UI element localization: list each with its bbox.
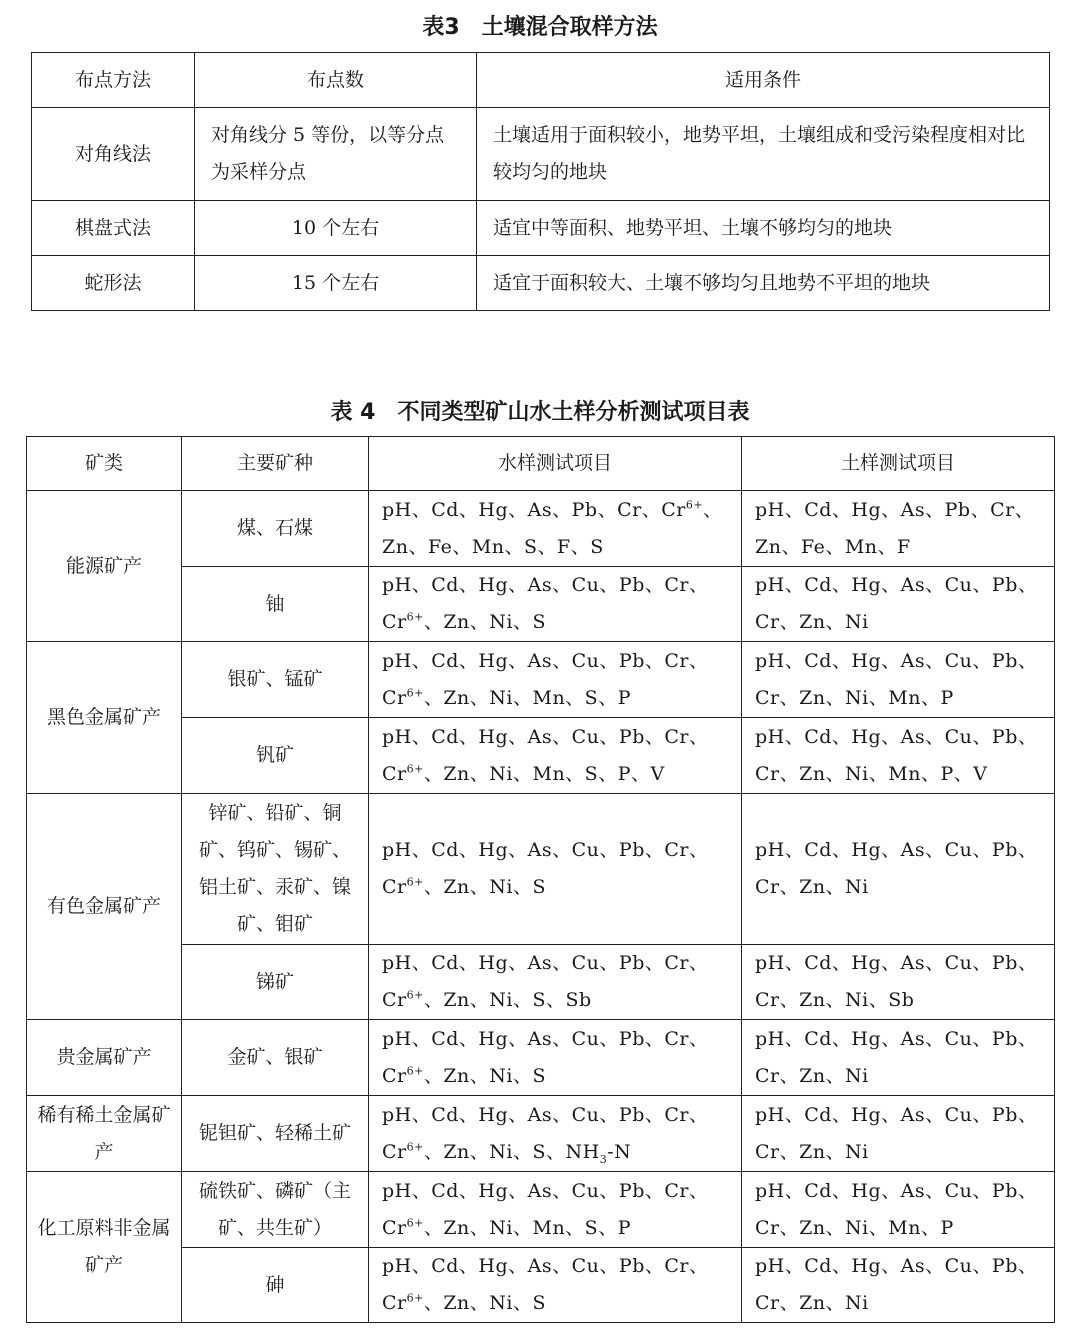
superscript: 6+: [406, 875, 424, 889]
water-items: 、Zn、Fe、Mn、S、F、S: [382, 498, 723, 558]
mineral-cell: 银矿、锰矿: [182, 642, 369, 718]
water-items: pH、Cd、Hg、As、Cu、Pb、Cr、Cr: [382, 1179, 709, 1239]
category-cell: 贵金属矿产: [27, 1020, 182, 1096]
water-test-cell: [369, 1172, 742, 1248]
table4-header: 土样测试项目: [742, 437, 1055, 491]
mineral-cell: 钒矿: [182, 718, 369, 794]
soil-test-cell: pH、Cd、Hg、As、Cu、Pb、Cr、Zn、Ni: [742, 794, 1055, 945]
superscript: 6+: [406, 1216, 424, 1230]
water-items: pH、Cd、Hg、As、Cu、Pb、Cr、Cr: [382, 725, 709, 785]
table-row: [32, 201, 1050, 256]
water-items: 、Zn、Ni、Mn、S、P: [423, 1216, 631, 1239]
table4-header: 水样测试项目: [369, 437, 742, 491]
superscript: 6+: [406, 686, 424, 700]
table-row: [27, 567, 1055, 642]
table3-title: 表3 土壤混合取样方法: [422, 15, 658, 40]
table-row: [27, 1096, 1055, 1172]
water-items: -N: [607, 1140, 632, 1163]
mineral-cell: 金矿、银矿: [182, 1020, 369, 1096]
water-test-cell: [369, 1020, 742, 1096]
table-row: [27, 1172, 1055, 1248]
table-row: [27, 1020, 1055, 1096]
water-items: 、Zn、Ni、S: [423, 611, 547, 633]
table3-header: 布点方法: [32, 53, 195, 108]
points-cell: 对角线分 5 等份，以等分点为采样分点: [195, 108, 477, 201]
superscript: 6+: [406, 988, 424, 1002]
soil-test-cell: pH、Cd、Hg、As、Cu、Pb、Cr、Zn、Ni: [742, 1020, 1055, 1096]
table3-header-row: [32, 53, 1050, 108]
water-test-cell: [369, 945, 742, 1020]
water-items: 、Zn、Ni、S、Sb: [423, 989, 592, 1011]
water-items: pH、Cd、Hg、As、Pb、Cr、Cr: [382, 498, 686, 521]
method-cell: 对角线法: [32, 108, 195, 201]
soil-test-cell: pH、Cd、Hg、As、Cu、Pb、Cr、Zn、Ni: [742, 1096, 1055, 1172]
table3-soil-sampling-methods: [31, 52, 1050, 311]
mineral-cell: 锑矿: [182, 945, 369, 1020]
mineral-cell: 铌钽矿、轻稀土矿: [182, 1096, 369, 1172]
soil-test-cell: pH、Cd、Hg、As、Cu、Pb、Cr、Zn、Ni、Sb: [742, 945, 1055, 1020]
points-cell: 10 个左右: [195, 201, 477, 256]
table-row: [32, 256, 1050, 311]
water-test-cell: [369, 642, 742, 718]
superscript: 6+: [406, 1140, 424, 1154]
table4-header: 矿类: [27, 437, 182, 491]
water-items: pH、Cd、Hg、As、Cu、Pb、Cr、Cr: [382, 1103, 709, 1163]
category-cell: 黑色金属矿产: [27, 642, 182, 794]
water-items: pH、Cd、Hg、As、Cu、Pb、Cr、Cr: [382, 574, 709, 633]
soil-test-cell: pH、Cd、Hg、As、Cu、Pb、Cr、Zn、Ni、Mn、P: [742, 642, 1055, 718]
category-cell: 稀有稀土金属矿产: [27, 1096, 182, 1172]
table3-header: 布点数: [195, 53, 477, 108]
table4-header: 主要矿种: [182, 437, 369, 491]
table-row: [27, 642, 1055, 718]
water-test-cell: [369, 718, 742, 794]
category-cell: 能源矿产: [27, 491, 182, 642]
mineral-cell: 铀: [182, 567, 369, 642]
table-row: [27, 718, 1055, 794]
water-items: pH、Cd、Hg、As、Cu、Pb、Cr、Cr: [382, 952, 709, 1011]
table-row: [27, 491, 1055, 567]
water-items: 、Zn、Ni、Mn、S、P、V: [423, 762, 665, 785]
water-items: pH、Cd、Hg、As、Cu、Pb、Cr、Cr: [382, 1027, 709, 1087]
soil-test-cell: pH、Cd、Hg、As、Pb、Cr、Zn、Fe、Mn、F: [742, 491, 1055, 567]
water-test-cell: [369, 491, 742, 567]
category-cell: 有色金属矿产: [27, 794, 182, 1020]
soil-test-cell: pH、Cd、Hg、As、Cu、Pb、Cr、Zn、Ni: [742, 1248, 1055, 1323]
table-row: [32, 108, 1050, 201]
water-items: pH、Cd、Hg、As、Cu、Pb、Cr、Cr: [382, 649, 709, 709]
subscript: 3: [599, 1152, 608, 1166]
soil-test-cell: pH、Cd、Hg、As、Cu、Pb、Cr、Zn、Ni: [742, 567, 1055, 642]
table4-mine-test-items: [26, 436, 1055, 1323]
water-items: pH、Cd、Hg、As、Cu、Pb、Cr、Cr: [382, 1255, 709, 1314]
method-cell: 棋盘式法: [32, 201, 195, 256]
water-test-cell: [369, 1248, 742, 1323]
mineral-cell: 硫铁矿、磷矿（主矿、共生矿）: [182, 1172, 369, 1248]
water-items: 、Zn、Ni、S: [423, 876, 547, 898]
water-items: pH、Cd、Hg、As、Cu、Pb、Cr、Cr: [382, 839, 709, 898]
table3-header: 适用条件: [477, 53, 1050, 108]
water-items: 、Zn、Ni、S: [423, 1292, 547, 1314]
soil-test-cell: pH、Cd、Hg、As、Cu、Pb、Cr、Zn、Ni、Mn、P: [742, 1172, 1055, 1248]
table4-header-row: [27, 437, 1055, 491]
water-test-cell: [369, 794, 742, 945]
table-row: [27, 945, 1055, 1020]
superscript: 6+: [406, 762, 424, 776]
superscript: 6+: [685, 498, 704, 512]
water-items: 、Zn、Ni、S、NH: [423, 1140, 600, 1163]
water-test-cell: [369, 567, 742, 642]
condition-cell: 适宜中等面积、地势平坦、土壤不够均匀的地块: [477, 201, 1050, 256]
water-items: 、Zn、Ni、Mn、S、P: [423, 686, 631, 709]
water-items: 、Zn、Ni、S: [423, 1064, 547, 1087]
superscript: 6+: [406, 1064, 424, 1078]
category-cell: 化工原料非金属矿产: [27, 1172, 182, 1323]
table4-title: 表 4 不同类型矿山水土样分析测试项目表: [330, 400, 750, 425]
mineral-cell: 砷: [182, 1248, 369, 1323]
table-row: [27, 794, 1055, 945]
method-cell: 蛇形法: [32, 256, 195, 311]
table-row: [27, 1248, 1055, 1323]
mineral-cell: 锌矿、铅矿、铜矿、钨矿、锡矿、铝土矿、汞矿、镍矿、钼矿: [182, 794, 369, 945]
superscript: 6+: [406, 1291, 424, 1305]
points-cell: 15 个左右: [195, 256, 477, 311]
mineral-cell: 煤、石煤: [182, 491, 369, 567]
superscript: 6+: [406, 610, 424, 624]
condition-cell: 适宜于面积较大、土壤不够均匀且地势不平坦的地块: [477, 256, 1050, 311]
condition-cell: 土壤适用于面积较小，地势平坦，土壤组成和受污染程度相对比较均匀的地块: [477, 108, 1050, 201]
soil-test-cell: pH、Cd、Hg、As、Cu、Pb、Cr、Zn、Ni、Mn、P、V: [742, 718, 1055, 794]
water-test-cell: [369, 1096, 742, 1172]
